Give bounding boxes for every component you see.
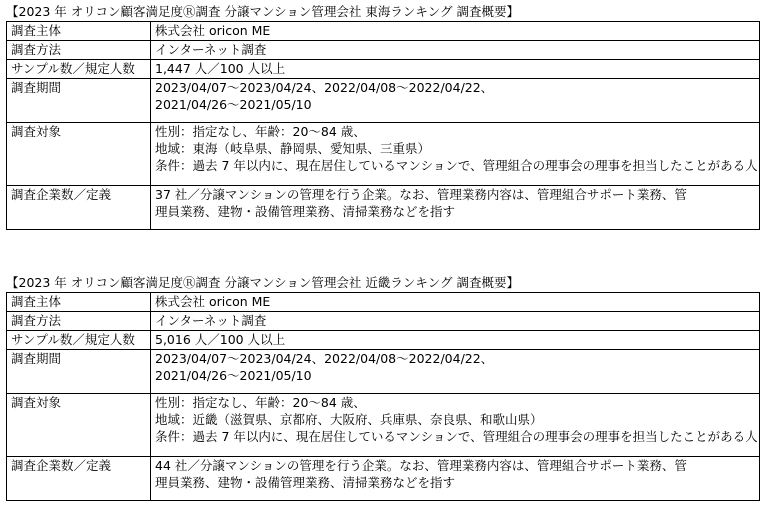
value-line: 理員業務、建物・設備管理業務、清掃業務などを指す bbox=[155, 204, 456, 219]
row-value bbox=[151, 394, 760, 457]
section-title: 【2023 年 オリコン顧客満足度Ⓡ調査 分譲マンション管理会社 東海ランキング 調査概要】 bbox=[6, 4, 519, 19]
row-value bbox=[151, 60, 760, 79]
value-line: インターネット調査 bbox=[155, 313, 267, 328]
table-row bbox=[7, 350, 760, 394]
value-line: 地域：東海（岐阜県、静岡県、愛知県、三重県） bbox=[155, 141, 431, 156]
value-line: 地域：近畿（滋賀県、京都府、大阪府、兵庫県、奈良県、和歌山県） bbox=[155, 412, 543, 427]
survey-section-tokai bbox=[6, 3, 760, 230]
value-line: 2021/04/26～2021/05/10 bbox=[155, 97, 312, 112]
value-line: 44 社／分譲マンションの管理を行う企業。なお、管理業務内容は、管理組合サポート業務、管 bbox=[155, 458, 687, 473]
value-line: 2023/04/07～2023/04/24、2022/04/08～2022/04/22、 bbox=[155, 351, 494, 366]
value-line: インターネット調査 bbox=[155, 42, 267, 57]
row-label: 調査企業数／定義 bbox=[7, 186, 151, 230]
value-line: 株式会社 oricon ME bbox=[155, 294, 271, 309]
table-row bbox=[7, 293, 760, 312]
table-row bbox=[7, 60, 760, 79]
value-line: 条件：過去 7 年以内に、現在居住しているマンションで、管理組合の理事会の理事を担当したことがある人 bbox=[155, 158, 758, 173]
row-label: 調査期間 bbox=[7, 79, 151, 123]
row-label: サンプル数／規定人数 bbox=[7, 60, 151, 79]
row-label: 調査期間 bbox=[7, 350, 151, 394]
table-row bbox=[7, 394, 760, 457]
table-row bbox=[7, 312, 760, 331]
row-label: 調査対象 bbox=[7, 123, 151, 186]
value-line: 条件：過去 7 年以内に、現在居住しているマンションで、管理組合の理事会の理事を担当したことがある人 bbox=[155, 429, 758, 444]
value-line: 性別：指定なし、年齢：20～84 歳、 bbox=[155, 124, 366, 139]
row-label: サンプル数／規定人数 bbox=[7, 331, 151, 350]
row-value bbox=[151, 22, 760, 41]
table-row bbox=[7, 186, 760, 230]
survey-table bbox=[6, 21, 760, 230]
row-value bbox=[151, 293, 760, 312]
value-line: 2021/04/26～2021/05/10 bbox=[155, 368, 312, 383]
value-line: 性別：指定なし、年齢：20～84 歳、 bbox=[155, 395, 366, 410]
row-value bbox=[151, 123, 760, 186]
row-value bbox=[151, 41, 760, 60]
survey-section-kinki bbox=[6, 274, 760, 501]
table-row bbox=[7, 41, 760, 60]
row-label: 調査方法 bbox=[7, 41, 151, 60]
value-line: 株式会社 oricon ME bbox=[155, 23, 271, 38]
value-line: 2023/04/07～2023/04/24、2022/04/08～2022/04/22、 bbox=[155, 80, 494, 95]
row-value bbox=[151, 457, 760, 501]
value-line: 37 社／分譲マンションの管理を行う企業。なお、管理業務内容は、管理組合サポート業務、管 bbox=[155, 187, 687, 202]
value-line: 5,016 人／100 人以上 bbox=[155, 332, 286, 347]
row-label: 調査主体 bbox=[7, 22, 151, 41]
row-label: 調査対象 bbox=[7, 394, 151, 457]
value-line: 理員業務、建物・設備管理業務、清掃業務などを指す bbox=[155, 475, 456, 490]
row-label: 調査方法 bbox=[7, 312, 151, 331]
table-row bbox=[7, 123, 760, 186]
row-value bbox=[151, 312, 760, 331]
row-value bbox=[151, 79, 760, 123]
value-line: 1,447 人／100 人以上 bbox=[155, 61, 286, 76]
row-value bbox=[151, 186, 760, 230]
table-row bbox=[7, 79, 760, 123]
survey-table bbox=[6, 292, 760, 501]
row-value bbox=[151, 331, 760, 350]
row-label: 調査企業数／定義 bbox=[7, 457, 151, 501]
table-row bbox=[7, 331, 760, 350]
table-row bbox=[7, 22, 760, 41]
row-label: 調査主体 bbox=[7, 293, 151, 312]
row-value bbox=[151, 350, 760, 394]
section-title: 【2023 年 オリコン顧客満足度Ⓡ調査 分譲マンション管理会社 近畿ランキング 調査概要】 bbox=[6, 275, 519, 290]
table-row bbox=[7, 457, 760, 501]
